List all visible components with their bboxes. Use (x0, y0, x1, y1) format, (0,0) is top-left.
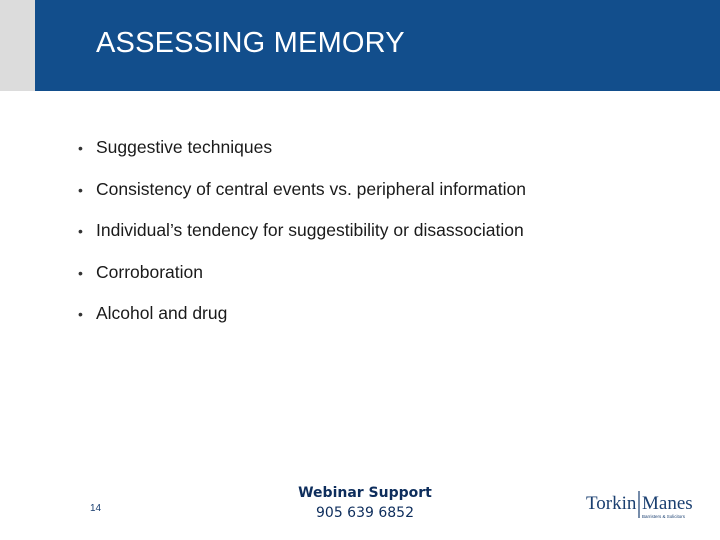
header-side-strip (0, 0, 35, 91)
bullet-dot-icon: • (78, 181, 83, 198)
logo-graphic (586, 490, 698, 520)
slide-title: ASSESSING MEMORY (96, 27, 405, 59)
bullet-item (78, 179, 526, 221)
torkin-manes-logo (586, 490, 698, 520)
bullet-dot-icon: • (78, 223, 83, 239)
bullet-item (78, 303, 526, 345)
bullet-dot-icon: • (78, 306, 83, 322)
bullet-text: Suggestive techniques (96, 137, 273, 157)
bullet-text: Corroboration (96, 261, 203, 282)
svg-text:Manes: Manes (642, 493, 693, 514)
bullet-item (78, 137, 526, 179)
webinar-support-info (290, 484, 440, 523)
svg-text:Torkin: Torkin (586, 493, 637, 514)
bullet-item (78, 220, 526, 262)
svg-text:Barristers & Solicitors: Barristers & Solicitors (642, 514, 686, 519)
bullet-text: Individual’s tendency for suggestibility or disassociation (96, 220, 524, 240)
bullet-text: Consistency of central events vs. peripheral information (96, 178, 526, 199)
support-title: Webinar Support (298, 485, 432, 501)
bullet-dot-icon: • (78, 140, 83, 156)
bullet-text: Alcohol and drug (96, 303, 228, 323)
bullet-list (78, 137, 526, 345)
bullet-dot-icon: • (78, 264, 83, 281)
bullet-item (78, 262, 526, 304)
page-number: 14 (90, 503, 102, 514)
support-phone: 905 639 6852 (316, 505, 414, 521)
